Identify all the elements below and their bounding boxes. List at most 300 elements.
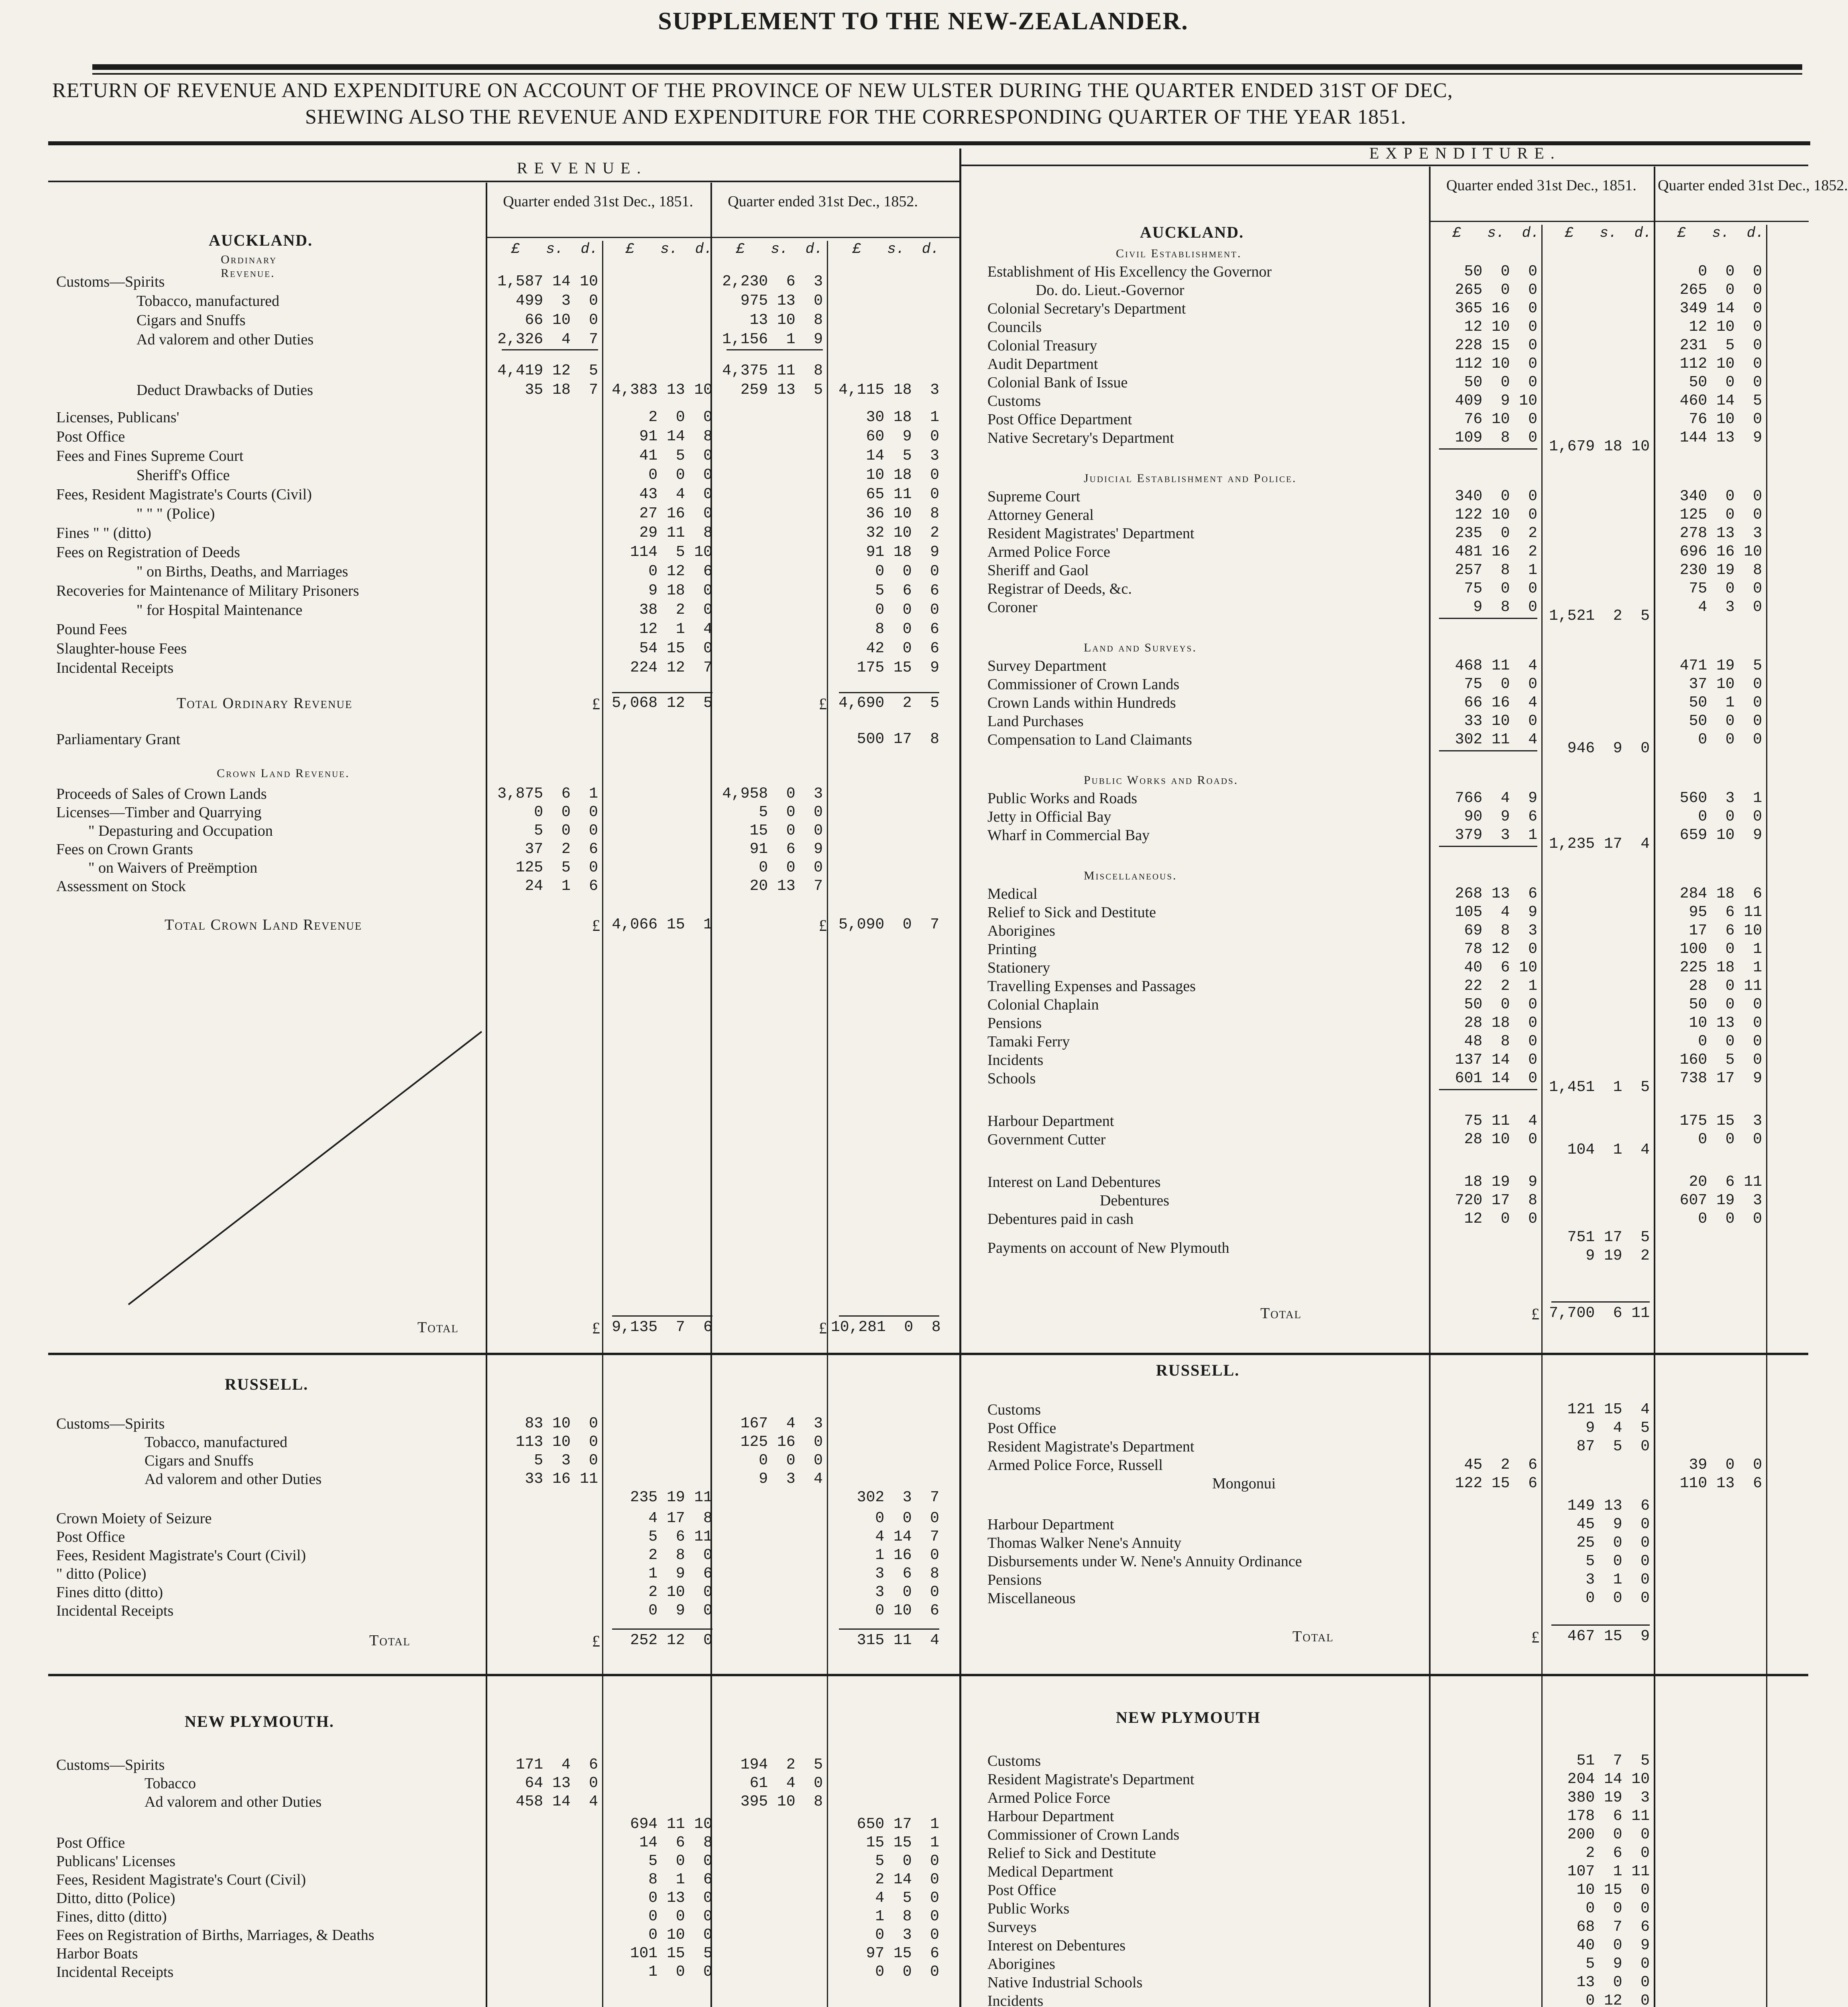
rev-russell-1852-sum: 4 14 7: [875, 1528, 939, 1545]
exp-russell-1851-sum: 25 0 0: [1576, 1534, 1650, 1551]
exp-russell-1852-item: 110 13 6: [1679, 1475, 1762, 1492]
rev-auck-1851-item: 1,587 14 10: [497, 273, 598, 290]
exp-auck-1851-item: 268 13 6: [1455, 885, 1537, 902]
exp-auck-1852-item: 37 10 0: [1689, 676, 1762, 693]
exp-np-row-label: Post Office: [987, 1882, 1056, 1899]
rev-auckland-row-label: Fines " " (ditto): [56, 525, 151, 541]
rev-np-1851-sum: 0 0 0: [648, 1908, 712, 1925]
exp-auck-1852-item: 160 5 0: [1679, 1051, 1762, 1069]
rev-russell-1851-sum: 4 17 8: [648, 1510, 712, 1527]
exp-russell-1851-sum: 45 9 0: [1576, 1516, 1650, 1533]
rev-auck-1851-item: 4,419 12 5: [497, 362, 598, 379]
exp-auck-1852-item: 50 0 0: [1689, 712, 1762, 730]
exp-auck-row-label: Establishment of His Excellency the Governor: [987, 263, 1272, 280]
exp-russell-1851-sum: 149 13 6: [1567, 1497, 1650, 1514]
sum-rule: [1551, 1624, 1650, 1626]
rev-auck-1851-sum: 91 14 8: [639, 428, 712, 445]
lsd-header: £ s. d.: [736, 241, 823, 257]
rev-crown-1852: 91 6 9: [749, 841, 823, 858]
exp-harbour-1852: 0 0 0: [1698, 1131, 1762, 1148]
rev-np-1852-sum: 5 0 0: [875, 1852, 939, 1870]
pound-sign: £: [819, 1319, 827, 1337]
rev-auck-1852-sum: 91 18 9: [866, 543, 939, 561]
pound-sign: £: [592, 1319, 600, 1337]
rev-crown-row-label: " Depasturing and Occupation: [88, 822, 273, 839]
exp-auck-row-label: Attorney General: [987, 507, 1094, 523]
exp-grid-3: [1654, 167, 1655, 2007]
rev-np-1851-sum: 8 1 6: [648, 1871, 712, 1888]
rev-auck-1851-sum: 38 2 0: [639, 601, 712, 619]
rev-russell-row-label: Post Office: [56, 1529, 125, 1545]
rev-auck-1851-sum: 29 11 8: [639, 524, 712, 541]
sum-rule: [1439, 846, 1537, 847]
exp-auck-1852-item: 230 19 8: [1679, 562, 1762, 579]
exp-auck-1851-item: 28 18 0: [1464, 1014, 1537, 1032]
exp-auck-row-label: Audit Department: [987, 356, 1098, 372]
masthead-rule: [92, 64, 1802, 70]
exp-auck-row-label: Incidents: [987, 1052, 1044, 1069]
exp-np-1851: 10 15 0: [1576, 1881, 1650, 1899]
exp-debenture-1851: 18 19 9: [1464, 1173, 1537, 1191]
sum-rule: [1439, 1089, 1537, 1090]
sum-rule: [839, 1315, 939, 1317]
rev-russell-1851-item: 113 10 0: [515, 1433, 598, 1451]
rev-np-row-label: Post Office: [56, 1834, 125, 1851]
exp-group-heading: Civil Establishment.: [1116, 247, 1242, 260]
rev-auck-1851-item: 35 18 7: [525, 381, 598, 399]
rev-np-row-label: Harbor Boats: [56, 1945, 138, 1962]
exp-grid-2: [1541, 225, 1543, 2007]
rev-auck-1851-sum: 43 4 0: [639, 486, 712, 503]
blank-area-diagonal: [120, 1028, 490, 1309]
rev-auck-1852-item: 4,375 11 8: [722, 362, 823, 379]
rev-np-1852-sum: 650 17 1: [857, 1816, 939, 1833]
exp-harbour-1852: 175 15 3: [1679, 1112, 1762, 1130]
exp-auck-1851-item: 409 9 10: [1455, 392, 1537, 409]
exp-auck-1851-item: 76 10 0: [1464, 411, 1537, 428]
rev-total-crown-label: Total Crown Land Revenue: [165, 916, 362, 933]
exp-russell-title: RUSSELL.: [1156, 1361, 1240, 1379]
rev-russell-1851-sum: 1 9 6: [648, 1565, 712, 1582]
exp-np-1851: 107 1 11: [1567, 1863, 1650, 1880]
rev-russell-1852-sum: 3 6 8: [875, 1565, 939, 1582]
exp-russell-row-label: Mongonui: [1212, 1475, 1276, 1492]
exp-auck-1852-item: 265 0 0: [1679, 281, 1762, 299]
rev-russell-bottom-rule: [48, 1674, 959, 1676]
rev-np-1852-item: 194 2 5: [740, 1756, 823, 1773]
rev-crown-1851: 3,875 6 1: [497, 785, 598, 802]
rev-col1-head: Quarter ended 31st Dec., 1851.: [503, 193, 693, 210]
rev-auck-1852-item: 259 13 5: [740, 381, 823, 399]
exp-np-row-label: Surveys: [987, 1919, 1037, 1936]
rev-russell-1851-sum: 2 10 0: [648, 1584, 712, 1601]
rev-np-1851-sum: 0 13 0: [648, 1889, 712, 1907]
exp-auck-1852-item: 10 13 0: [1689, 1014, 1762, 1032]
rev-parliamentary-1852: 500 17 8: [857, 731, 939, 748]
exp-auck-total-1851: 7,700 6 11: [1549, 1305, 1650, 1322]
rev-auckland-row-label: " for Hospital Maintenance: [136, 602, 303, 619]
exp-heading-rule: [961, 165, 1808, 166]
sum-rule: [502, 349, 598, 350]
exp-auckland-bottom-rule: [961, 1353, 1808, 1355]
exp-auck-row-label: Compensation to Land Claimants: [987, 731, 1192, 748]
rev-russell-1852-sum: 302 3 7: [857, 1489, 939, 1506]
rev-head-rule: [486, 237, 959, 238]
exp-auck-1851-item: 50 0 0: [1464, 374, 1537, 391]
rev-crown-row-label: Assessment on Stock: [56, 878, 186, 895]
exp-auck-1852-item: 225 18 1: [1679, 959, 1762, 976]
rev-crown-1852: 15 0 0: [749, 822, 823, 839]
rev-russell-1852-item: 125 16 0: [740, 1433, 823, 1451]
rev-russell-row-label: " ditto (Police): [56, 1565, 147, 1582]
rev-auck-1851-item: 66 10 0: [525, 311, 598, 329]
rev-auckland-row-label: Fees, Resident Magistrate's Courts (Civil): [56, 486, 312, 503]
center-divider: [959, 149, 961, 2007]
sum-rule: [612, 1315, 712, 1317]
exp-auck-row-label: Coroner: [987, 599, 1038, 616]
exp-np-1851: 68 7 6: [1576, 1918, 1650, 1936]
exp-np-row-label: Relief to Sick and Destitute: [987, 1845, 1156, 1862]
exp-np-1851: 0 0 0: [1585, 1900, 1650, 1917]
exp-auck-row-label: Public Works and Roads: [987, 790, 1138, 807]
exp-auck-row-label: Travelling Expenses and Passages: [987, 978, 1196, 995]
rev-crown-row-label: Licenses—Timber and Quarrying: [56, 804, 262, 821]
rev-crown-1851: 125 5 0: [515, 859, 598, 876]
exp-auck-1852-item: 231 5 0: [1679, 337, 1762, 354]
exp-auck-1852-item: 0 0 0: [1698, 731, 1762, 748]
exp-russell-1852-item: 39 0 0: [1689, 1456, 1762, 1474]
rev-total-ordinary-label: Total Ordinary Revenue: [177, 695, 353, 712]
exp-harbour-label: Government Cutter: [987, 1131, 1106, 1148]
rev-total-crown-1851: 4,066 15 1: [612, 916, 712, 933]
exp-auck-1852-item: 50 1 0: [1689, 694, 1762, 711]
exp-russell-1851-item: 45 2 6: [1464, 1456, 1537, 1474]
exp-np-1851: 13 0 0: [1576, 1974, 1650, 1991]
rev-parliamentary-label: Parliamentary Grant: [56, 731, 181, 748]
exp-auck-1852-item: 28 0 11: [1689, 977, 1762, 995]
lsd-header: £ s. d.: [511, 241, 598, 257]
exp-auck-1851-item: 766 4 9: [1455, 790, 1537, 807]
exp-head-rule: [1429, 221, 1809, 222]
exp-auck-1851-item: 90 9 6: [1464, 808, 1537, 825]
exp-auck-row-label: Printing: [987, 941, 1037, 958]
exp-russell-row-label: Disbursements under W. Nene's Annuity Ordinance: [987, 1553, 1302, 1570]
rev-auck-1851-sum: 0 0 0: [648, 466, 712, 484]
lsd-header: £ s. d.: [1677, 225, 1764, 241]
rev-auck-1852-item: 2,230 6 3: [722, 273, 823, 290]
rev-crown-row-label: " on Waivers of Preëmption: [88, 859, 258, 876]
exp-harbour-subtotal: 104 1 4: [1567, 1141, 1650, 1158]
exp-auck-1852-item: 75 0 0: [1689, 580, 1762, 597]
rev-auck-1852-sum: 4,115 18 3: [839, 381, 939, 399]
exp-auck-1851-item: 481 16 2: [1455, 543, 1537, 560]
exp-auck-1851-item: 109 8 0: [1455, 429, 1537, 446]
exp-auck-1852-item: 696 16 10: [1679, 543, 1762, 560]
rev-russell-1852-sum: 1 16 0: [875, 1547, 939, 1564]
rev-np-1851-sum: 5 0 0: [648, 1852, 712, 1870]
rev-np-1852-sum: 2 14 0: [875, 1871, 939, 1888]
rev-auck-1851-sum: 2 0 0: [648, 409, 712, 426]
expenditure-heading: EXPENDITURE.: [1369, 144, 1561, 162]
exp-auck-1852-item: 50 0 0: [1689, 996, 1762, 1013]
rev-auck-1852-sum: 42 0 6: [866, 640, 939, 657]
exp-auck-1851-item: 22 2 1: [1464, 977, 1537, 995]
rev-auckland-title: AUCKLAND.: [209, 231, 313, 249]
exp-auck-1852-item: 50 0 0: [1689, 374, 1762, 391]
exp-auck-row-label: Resident Magistrates' Department: [987, 525, 1195, 542]
rev-np-1851-sum: 694 11 10: [630, 1816, 712, 1833]
rev-np-row-label: Fees, Resident Magistrate's Court (Civil): [56, 1871, 306, 1888]
rev-np-1852-sum: 0 3 0: [875, 1926, 939, 1944]
rev-russell-row-label: Incidental Receipts: [56, 1602, 174, 1619]
exp-auck-row-label: Stationery: [987, 959, 1050, 976]
rev-auckland-row-label: Fees and Fines Supreme Court: [56, 448, 244, 464]
rev-np-row-label: Tobacco: [145, 1775, 196, 1792]
rev-auckland-row-label: Recoveries for Maintenance of Military Prisoners: [56, 582, 359, 599]
sum-rule: [612, 1628, 712, 1630]
rev-auck-1852-sum: 14 5 3: [866, 447, 939, 464]
exp-russell-bottom-rule: [961, 1674, 1808, 1676]
rev-crown-1851: 24 1 6: [525, 877, 598, 895]
exp-auck-row-label: Supreme Court: [987, 488, 1081, 505]
exp-grid-4: [1766, 225, 1767, 2007]
exp-debenture-1852: 20 6 11: [1689, 1173, 1762, 1191]
rev-russell-1852-item: 9 3 4: [759, 1470, 823, 1488]
exp-russell-1851-sum: 121 15 4: [1567, 1401, 1650, 1418]
rev-russell-row-label: Crown Moiety of Seizure: [56, 1510, 212, 1527]
rev-auck-1851-sum: 27 16 0: [639, 505, 712, 522]
rev-russell-1852-sum: 0 0 0: [875, 1510, 939, 1527]
exp-np-1851: 380 19 3: [1567, 1789, 1650, 1806]
exp-russell-1851-sum: 5 0 0: [1585, 1553, 1650, 1570]
rev-auck-1851-sum: 12 1 4: [639, 621, 712, 638]
rev-auck-1852-sum: 175 15 9: [857, 659, 939, 676]
exp-auck-row-label: Schools: [987, 1070, 1036, 1087]
exp-auck-1852-item: 125 0 0: [1679, 506, 1762, 523]
pound-sign: £: [819, 695, 827, 713]
exp-auck-row-label: Colonial Chaplain: [987, 996, 1099, 1013]
rev-russell-1852-item: 167 4 3: [740, 1415, 823, 1432]
exp-russell-row-label: Resident Magistrate's Department: [987, 1438, 1195, 1455]
revenue-heading-rule: [48, 181, 959, 182]
masthead: SUPPLEMENT TO THE NEW-ZEALANDER.: [658, 8, 1189, 35]
exp-auck-row-label: Crown Lands within Hundreds: [987, 694, 1176, 711]
pound-sign: £: [1531, 1628, 1539, 1646]
rev-auckland-row-label: Slaughter-house Fees: [56, 640, 187, 657]
sum-rule: [612, 692, 712, 693]
exp-auck-row-label: Jetty in Official Bay: [987, 808, 1111, 825]
rev-crown-1852: 0 0 0: [759, 859, 823, 876]
exp-np-row-label: Resident Magistrate's Department: [987, 1771, 1195, 1788]
exp-group-heading: Miscellaneous.: [1084, 869, 1177, 882]
rev-crown-1851: 5 0 0: [534, 822, 598, 839]
exp-harbour-1851: 28 10 0: [1464, 1131, 1537, 1148]
rev-auckland-row-label: Customs—Spirits: [56, 273, 165, 290]
exp-auck-row-label: Armed Police Force: [987, 543, 1111, 560]
sum-rule: [1439, 448, 1537, 450]
lsd-header: £ s. d.: [1452, 225, 1539, 241]
exp-auck-1852-item: 0 0 0: [1698, 808, 1762, 825]
exp-auck-1852-item: 659 10 9: [1679, 826, 1762, 844]
exp-auck-1851-item: 48 8 0: [1464, 1033, 1537, 1050]
exp-russell-row-label: Harbour Department: [987, 1516, 1114, 1533]
rev-auck-1852-sum: 36 10 8: [866, 505, 939, 522]
exp-auck-1851-item: 468 11 4: [1455, 657, 1537, 674]
rev-auckland-row-label: Cigars and Snuffs: [136, 312, 246, 329]
exp-np-row-label: Customs: [987, 1753, 1041, 1769]
exp-auck-1852-item: 4 3 0: [1698, 598, 1762, 616]
exp-auck-1852-item: 340 0 0: [1679, 488, 1762, 505]
exp-auck-1851-item: 75 0 0: [1464, 676, 1537, 693]
exp-russell-total-label: Total: [1292, 1628, 1334, 1645]
exp-debenture-1851: 12 0 0: [1464, 1210, 1537, 1227]
rev-np-row-label: Publicans' Licenses: [56, 1853, 176, 1870]
exp-debenture-label: Interest on Land Debentures: [987, 1174, 1161, 1191]
rev-auck-total-1851: 9,135 7 6: [612, 1319, 712, 1336]
rev-np-row-label: Incidental Receipts: [56, 1964, 174, 1981]
rev-crown-1852: 4,958 0 3: [722, 785, 823, 802]
rev-russell-1851-sum: 235 19 11: [630, 1489, 712, 1506]
rev-auck-1851-sum: 9 18 0: [648, 582, 712, 599]
rev-russell-total-1852: 315 11 4: [857, 1632, 939, 1649]
exp-auck-row-label: Customs: [987, 393, 1041, 409]
exp-auck-row-label: Tamaki Ferry: [987, 1033, 1070, 1050]
rev-auck-1851-sum: 54 15 0: [639, 640, 712, 657]
exp-np-row-label: Harbour Department: [987, 1808, 1114, 1825]
exp-russell-row-label: Thomas Walker Nene's Annuity: [987, 1535, 1182, 1551]
exp-auck-1852-item: 278 13 3: [1679, 525, 1762, 542]
exp-russell-row-label: Pensions: [987, 1571, 1042, 1588]
exp-auck-1851-item: 12 10 0: [1464, 318, 1537, 336]
exp-auck-row-label: Councils: [987, 319, 1042, 336]
exp-np-row-label: Incidents: [987, 1993, 1044, 2007]
exp-auck-1852-item: 112 10 0: [1679, 355, 1762, 372]
rev-np-1852-item: 61 4 0: [749, 1775, 823, 1792]
rev-russell-1852-sum: 0 10 6: [875, 1602, 939, 1619]
rev-auck-1851-sum: 4,383 13 10: [612, 381, 712, 399]
rev-russell-row-label: Tobacco, manufactured: [145, 1434, 288, 1451]
rev-auck-1852-sum: 65 11 0: [866, 486, 939, 503]
exp-debenture-1852: 607 19 3: [1679, 1192, 1762, 1209]
rev-np-1851-sum: 1 0 0: [648, 1963, 712, 1981]
sum-rule: [839, 1628, 939, 1630]
rev-ordinary-heading: Ordinary Revenue.: [221, 253, 277, 280]
exp-russell-1851-sum: 3 1 0: [1585, 1571, 1650, 1588]
exp-auck-1851-item: 75 0 0: [1464, 580, 1537, 597]
sum-rule: [1551, 1301, 1650, 1303]
rev-auckland-row-label: " on Births, Deaths, and Marriages: [136, 563, 348, 580]
exp-auck-1851-item: 235 0 2: [1455, 525, 1537, 542]
rev-np-row-label: Ditto, ditto (Police): [56, 1890, 175, 1907]
rev-auck-1852-item: 975 13 0: [740, 292, 823, 309]
rev-russell-1852-item: 0 0 0: [759, 1452, 823, 1469]
rev-auck-1851-sum: 41 5 0: [639, 447, 712, 464]
rev-russell-row-label: Customs—Spirits: [56, 1415, 165, 1432]
rev-total-ordinary-1852: 4,690 2 5: [839, 694, 939, 712]
exp-group-heading: Judicial Establishment and Police.: [1084, 472, 1297, 485]
pound-sign: £: [1531, 1305, 1539, 1323]
exp-np-1851: 204 14 10: [1567, 1771, 1650, 1788]
exp-auck-row-label: Post Office Department: [987, 411, 1132, 428]
pound-sign: £: [592, 695, 600, 713]
exp-russell-row-label: Armed Police Force, Russell: [987, 1457, 1163, 1474]
rev-np-row-label: Fees on Registration of Births, Marriages, & Deaths: [56, 1927, 374, 1944]
rev-total-crown-1852: 5,090 0 7: [839, 916, 939, 933]
exp-auck-row-label: Colonial Secretary's Department: [987, 300, 1186, 317]
exp-auck-group-subtotal: 946 9 0: [1567, 740, 1650, 757]
exp-np-payments: 9 19 2: [1585, 1247, 1650, 1264]
rev-crown-row-label: Fees on Crown Grants: [56, 841, 193, 858]
exp-auck-row-label: Wharf in Commercial Bay: [987, 827, 1150, 844]
rev-np-row-label: Ad valorem and other Duties: [145, 1793, 322, 1810]
sum-rule: [839, 692, 939, 693]
exp-np-row-label: Aborigines: [987, 1956, 1055, 1972]
exp-auck-1852-item: 284 18 6: [1679, 885, 1762, 902]
exp-np-row-label: Interest on Debentures: [987, 1937, 1125, 1954]
rev-np-1851-item: 171 4 6: [515, 1756, 598, 1773]
rev-russell-row-label: Fines ditto (ditto): [56, 1584, 163, 1601]
rev-russell-title: RUSSELL.: [225, 1375, 309, 1393]
rev-russell-1852-sum: 3 0 0: [875, 1584, 939, 1601]
exp-auck-1851-item: 9 8 0: [1473, 598, 1537, 616]
rev-auckland-row-label: Fees on Registration of Deeds: [56, 544, 240, 561]
sum-rule: [727, 349, 823, 350]
exp-auck-1851-item: 122 10 0: [1455, 506, 1537, 523]
rev-crown-1851: 0 0 0: [534, 804, 598, 821]
rev-auck-1851-item: 499 3 0: [515, 292, 598, 309]
rev-russell-1851-item: 5 3 0: [534, 1452, 598, 1469]
exp-auck-row-label: Sheriff and Gaol: [987, 562, 1089, 579]
exp-auck-1851-item: 228 15 0: [1455, 337, 1537, 354]
rev-auckland-row-label: Sheriff's Office: [136, 467, 230, 484]
rev-grid-4: [827, 241, 828, 2007]
rev-russell-1851-sum: 2 8 0: [648, 1547, 712, 1564]
exp-auck-1851-item: 78 12 0: [1464, 940, 1537, 958]
exp-np-1851: 51 7 5: [1576, 1752, 1650, 1769]
exp-auck-1851-item: 257 8 1: [1455, 562, 1537, 579]
rev-np-title: NEW PLYMOUTH.: [185, 1712, 334, 1730]
exp-auck-1852-item: 0 0 0: [1698, 1033, 1762, 1050]
rev-auck-1852-sum: 32 10 2: [866, 524, 939, 541]
exp-np-1851: 2 6 0: [1585, 1844, 1650, 1862]
rev-col2-head: Quarter ended 31st Dec., 1852.: [728, 193, 918, 210]
exp-np-row-label: Commissioner of Crown Lands: [987, 1826, 1180, 1843]
exp-auck-1851-item: 50 0 0: [1464, 996, 1537, 1013]
lsd-header: £ s. d.: [852, 241, 939, 257]
exp-debenture-subtotal: 751 17 5: [1567, 1229, 1650, 1246]
rev-auckland-row-label: Ad valorem and other Duties: [136, 331, 314, 348]
exp-np-payments-label: Payments on account of New Plymouth: [987, 1240, 1229, 1256]
exp-auck-1851-item: 340 0 0: [1455, 488, 1537, 505]
rev-auck-1852-sum: 0 0 0: [875, 601, 939, 619]
sum-rule: [1439, 618, 1537, 619]
exp-auck-row-label: Colonial Bank of Issue: [987, 374, 1128, 391]
rev-auck-1852-item: 13 10 8: [749, 311, 823, 329]
exp-auck-1851-item: 265 0 0: [1455, 281, 1537, 299]
rev-auck-total-label: Total: [417, 1319, 459, 1336]
rev-auckland-row-label: Pound Fees: [56, 621, 127, 638]
rev-np-1852-sum: 1 8 0: [875, 1908, 939, 1925]
return-title-line1: RETURN OF REVENUE AND EXPENDITURE ON ACCOUNT OF THE PROVINCE OF NEW ULSTER DURING THE QUARTER ENDED 31ST OF DEC,: [52, 79, 1453, 102]
rev-auck-total-1852: 10,281 0 8: [831, 1319, 941, 1336]
exp-auck-1852-item: 100 0 1: [1679, 940, 1762, 958]
exp-auck-1852-item: 560 3 1: [1679, 790, 1762, 807]
exp-debenture-1851: 720 17 8: [1455, 1192, 1537, 1209]
exp-auck-row-label: Pensions: [987, 1015, 1042, 1032]
exp-auck-row-label: Native Secretary's Department: [987, 429, 1174, 446]
rev-russell-1851-item: 83 10 0: [525, 1415, 598, 1432]
rev-np-1851-item: 458 14 4: [515, 1793, 598, 1810]
